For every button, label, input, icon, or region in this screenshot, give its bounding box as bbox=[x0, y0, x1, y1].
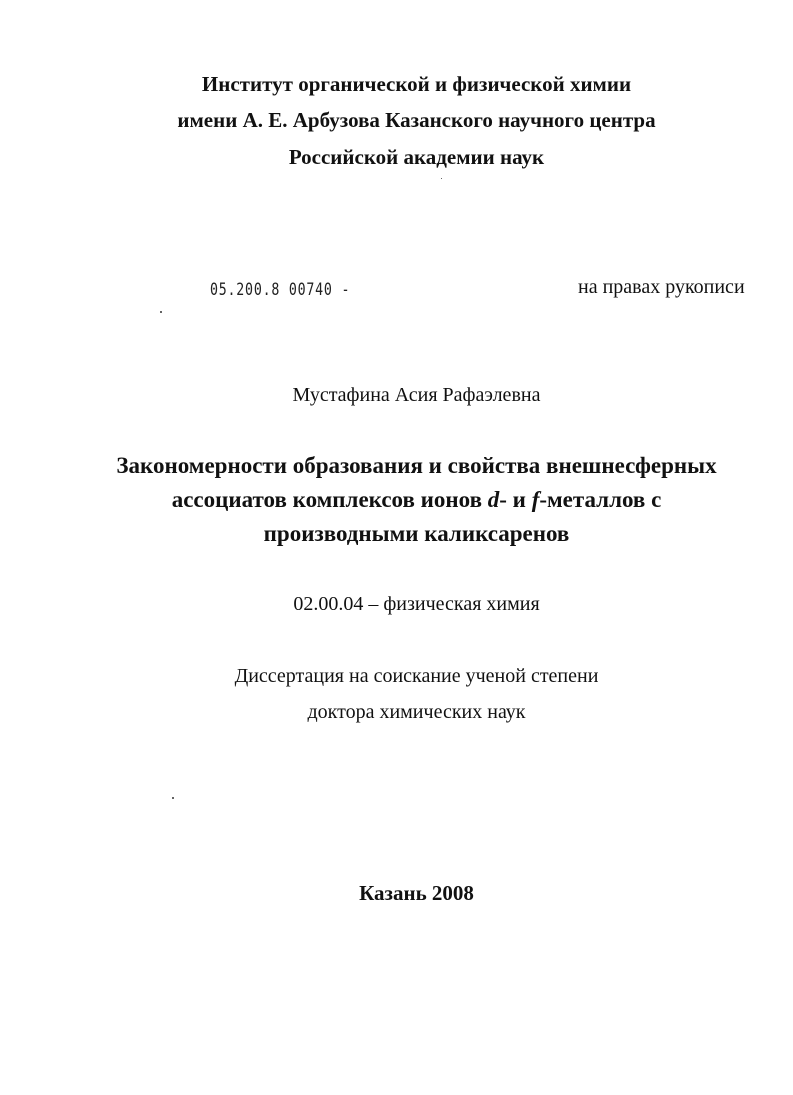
title-f-letter: f bbox=[531, 487, 540, 512]
registration-stamp: 05.200.8 00740 - bbox=[210, 280, 351, 300]
institute-line-1: Институт органической и физической химии bbox=[201, 72, 632, 96]
scan-speck bbox=[172, 797, 174, 799]
title-line-2-mid: - и bbox=[499, 487, 532, 512]
author-name: Мустафина Асия Рафаэлевна bbox=[292, 384, 541, 406]
institute-line-3: Российской академии наук bbox=[288, 145, 545, 169]
title-line-3: производными каликсаренов bbox=[263, 521, 570, 546]
manuscript-rights-label: на правах рукописи bbox=[578, 276, 745, 298]
place-and-year: Казань 2008 bbox=[359, 881, 474, 905]
degree-line-2: доктора химических наук bbox=[307, 701, 526, 723]
title-line-2 bbox=[20, 487, 793, 513]
specialty-code: 02.00.04 – физическая химия bbox=[293, 593, 540, 615]
title-line-2-post: -металлов с bbox=[539, 487, 662, 512]
institute-line-2: имени А. Е. Арбузова Казанского научного центра bbox=[177, 108, 656, 132]
title-d-letter: d bbox=[487, 487, 500, 512]
degree-line-1: Диссертация на соискание ученой степени bbox=[234, 665, 599, 687]
scan-speck bbox=[441, 178, 442, 179]
title-line-1: Закономерности образования и свойства внешнесферных bbox=[116, 453, 717, 478]
title-line-2-pre: ассоциатов комплексов ионов bbox=[171, 487, 488, 512]
scan-speck bbox=[160, 311, 162, 313]
